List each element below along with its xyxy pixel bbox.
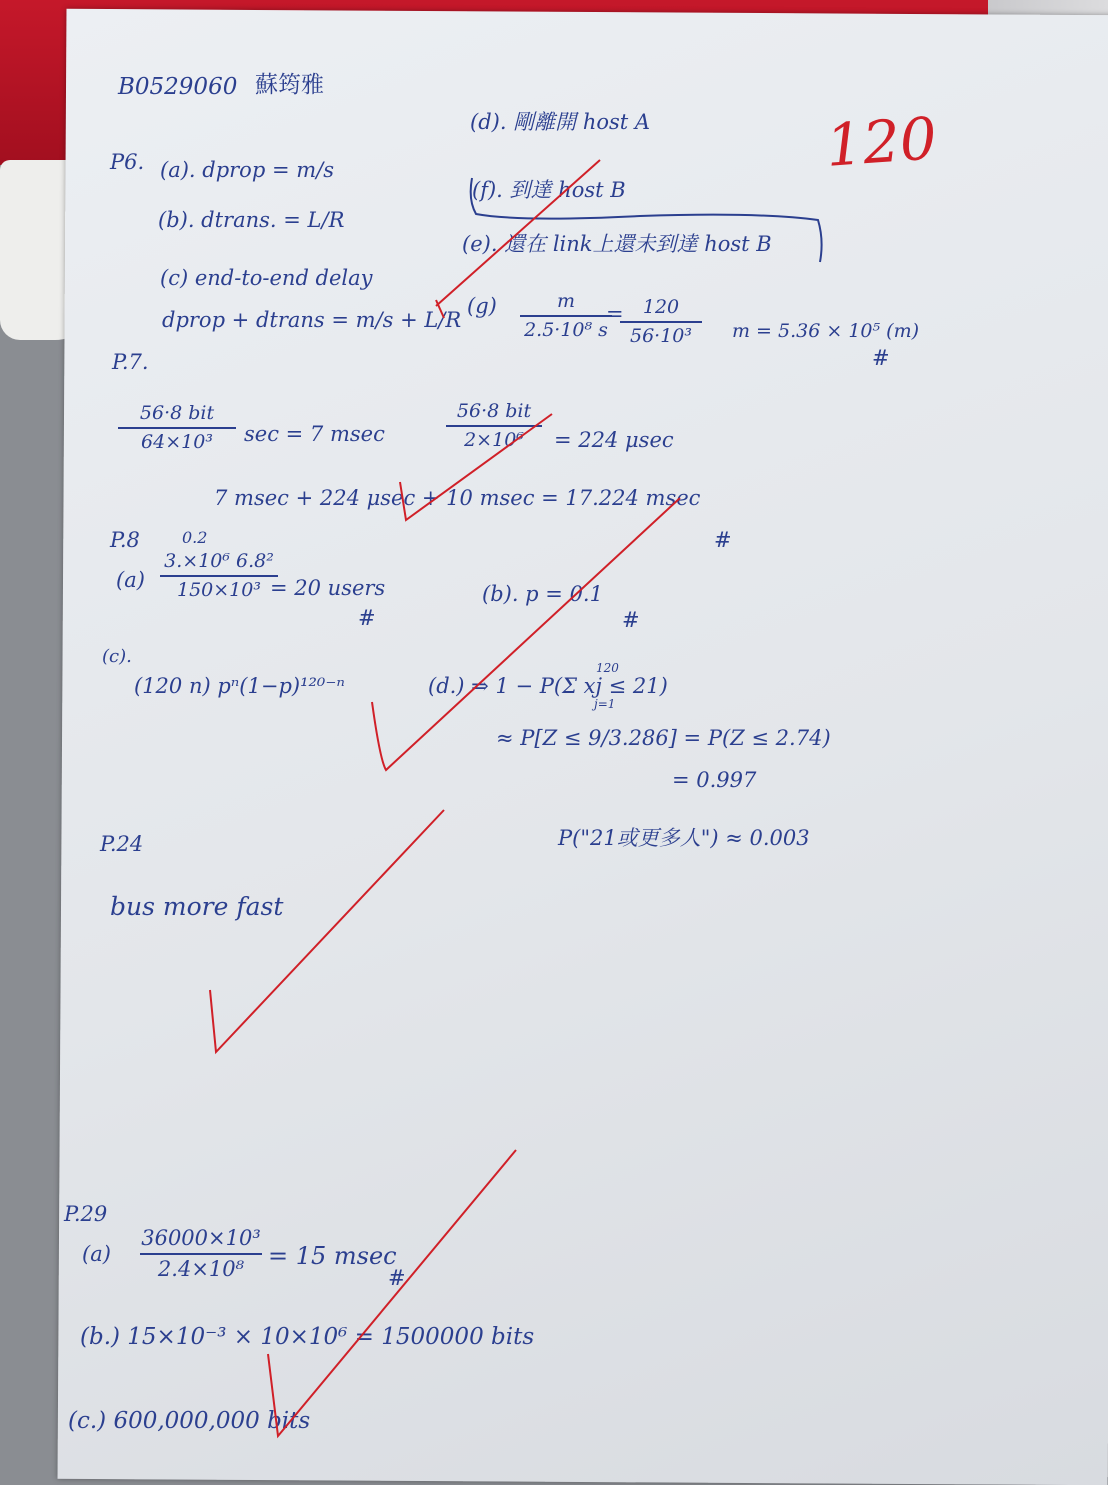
p6-e: (e). 還在 link上還未到達 host B <box>462 232 772 256</box>
p8-c-expression: (120 n) pⁿ(1−p)¹²⁰⁻ⁿ <box>134 674 345 698</box>
p8-a-den: 150×10³ <box>177 579 261 601</box>
p7-frac1-result: sec = 7 msec <box>244 422 385 446</box>
p7-total: 7 msec + 224 μsec + 10 msec = 17.224 msec <box>214 486 701 510</box>
p8-b-mark: # <box>622 608 640 632</box>
p6-g-frac2-num: 120 <box>620 298 702 323</box>
p8-a-num: 3.×10⁶ 6.8² <box>160 552 278 577</box>
p6-g-frac1-den: 2.5·10⁸ s <box>524 319 608 341</box>
p29-a-mark: # <box>388 1266 406 1290</box>
p6-g-equals: = <box>606 302 624 326</box>
p8-b: (b). p = 0.1 <box>482 582 603 606</box>
p7-mark: # <box>714 528 732 552</box>
p7-frac2-result: = 224 μsec <box>554 428 674 452</box>
student-name: 蘇筠雅 <box>255 72 324 98</box>
p29-c: (c.) 600,000,000 bits <box>68 1408 311 1434</box>
p7-frac1-den: 64×10³ <box>141 431 213 453</box>
p6-g-frac1-num: m <box>520 292 612 317</box>
grade-score: 120 <box>823 104 939 180</box>
p8-a-mark: # <box>358 606 376 630</box>
p8-d-sum-bottom: j=1 <box>594 697 616 711</box>
p6-check-long <box>436 160 600 306</box>
p6-b: (b). dtrans. = L/R <box>158 208 345 232</box>
p8-d-line4: P("21或更多人") ≈ 0.003 <box>558 826 810 850</box>
p6-f: (f). 到達 host B <box>472 178 626 202</box>
p8-a-scratch: 0.2 <box>182 528 208 547</box>
p24-label: P.24 <box>100 832 144 856</box>
p6-c-line1: (c) end-to-end delay <box>160 266 373 290</box>
p8-d-sum-top: 120 <box>596 661 619 675</box>
p29-check-mark <box>268 1150 516 1436</box>
p6-g-result: m = 5.36 × 10⁵ (m) <box>732 320 919 342</box>
p8-c-label: (c). <box>102 646 132 667</box>
p29-a-den: 2.4×10⁸ <box>157 1257 245 1281</box>
p7-frac2-num: 56·8 bit <box>446 402 542 427</box>
p7-label: P.7. <box>112 350 149 374</box>
p8-label: P.8 <box>110 528 140 552</box>
p6-a: (a). dprop = m/s <box>160 158 334 182</box>
p6-answer-bracket <box>471 178 822 262</box>
p29-b: (b.) 15×10⁻³ × 10×10⁶ = 1500000 bits <box>80 1324 535 1350</box>
p24-check-mark <box>210 810 444 1052</box>
p8-check-mark <box>372 498 680 770</box>
p7-frac2-den: 2×10⁶ <box>464 429 524 451</box>
p6-g-mark: # <box>872 346 890 370</box>
p8-d-line3: = 0.997 <box>672 768 757 792</box>
p29-label: P.29 <box>64 1202 108 1226</box>
p8-a-label: (a) <box>116 568 145 592</box>
p6-g-frac2-den: 56·10³ <box>629 325 692 347</box>
p6-c-line2: dprop + dtrans = m/s + L/R <box>162 308 462 332</box>
student-id: B0529060 <box>118 74 238 100</box>
p8-d-line2: ≈ P[Z ≤ 9/3.286] = P(Z ≤ 2.74) <box>496 726 831 750</box>
p7-check-mark <box>400 414 552 520</box>
p29-a-result: = 15 msec <box>268 1242 397 1270</box>
p6-g-label: (g) <box>467 294 497 318</box>
p29-a-num: 36000×10³ <box>140 1228 262 1255</box>
p6-label: P6. <box>110 150 145 174</box>
p8-d-line1: (d.) ⇒ 1 − P(Σ xj ≤ 21) <box>428 674 668 698</box>
p6-d: (d). 剛離開 host A <box>470 110 651 134</box>
p29-a-label: (a) <box>82 1242 111 1266</box>
p7-frac1-num: 56·8 bit <box>118 404 236 429</box>
p8-a-result: = 20 users <box>270 576 386 600</box>
p24-answer: bus more fast <box>110 892 284 921</box>
